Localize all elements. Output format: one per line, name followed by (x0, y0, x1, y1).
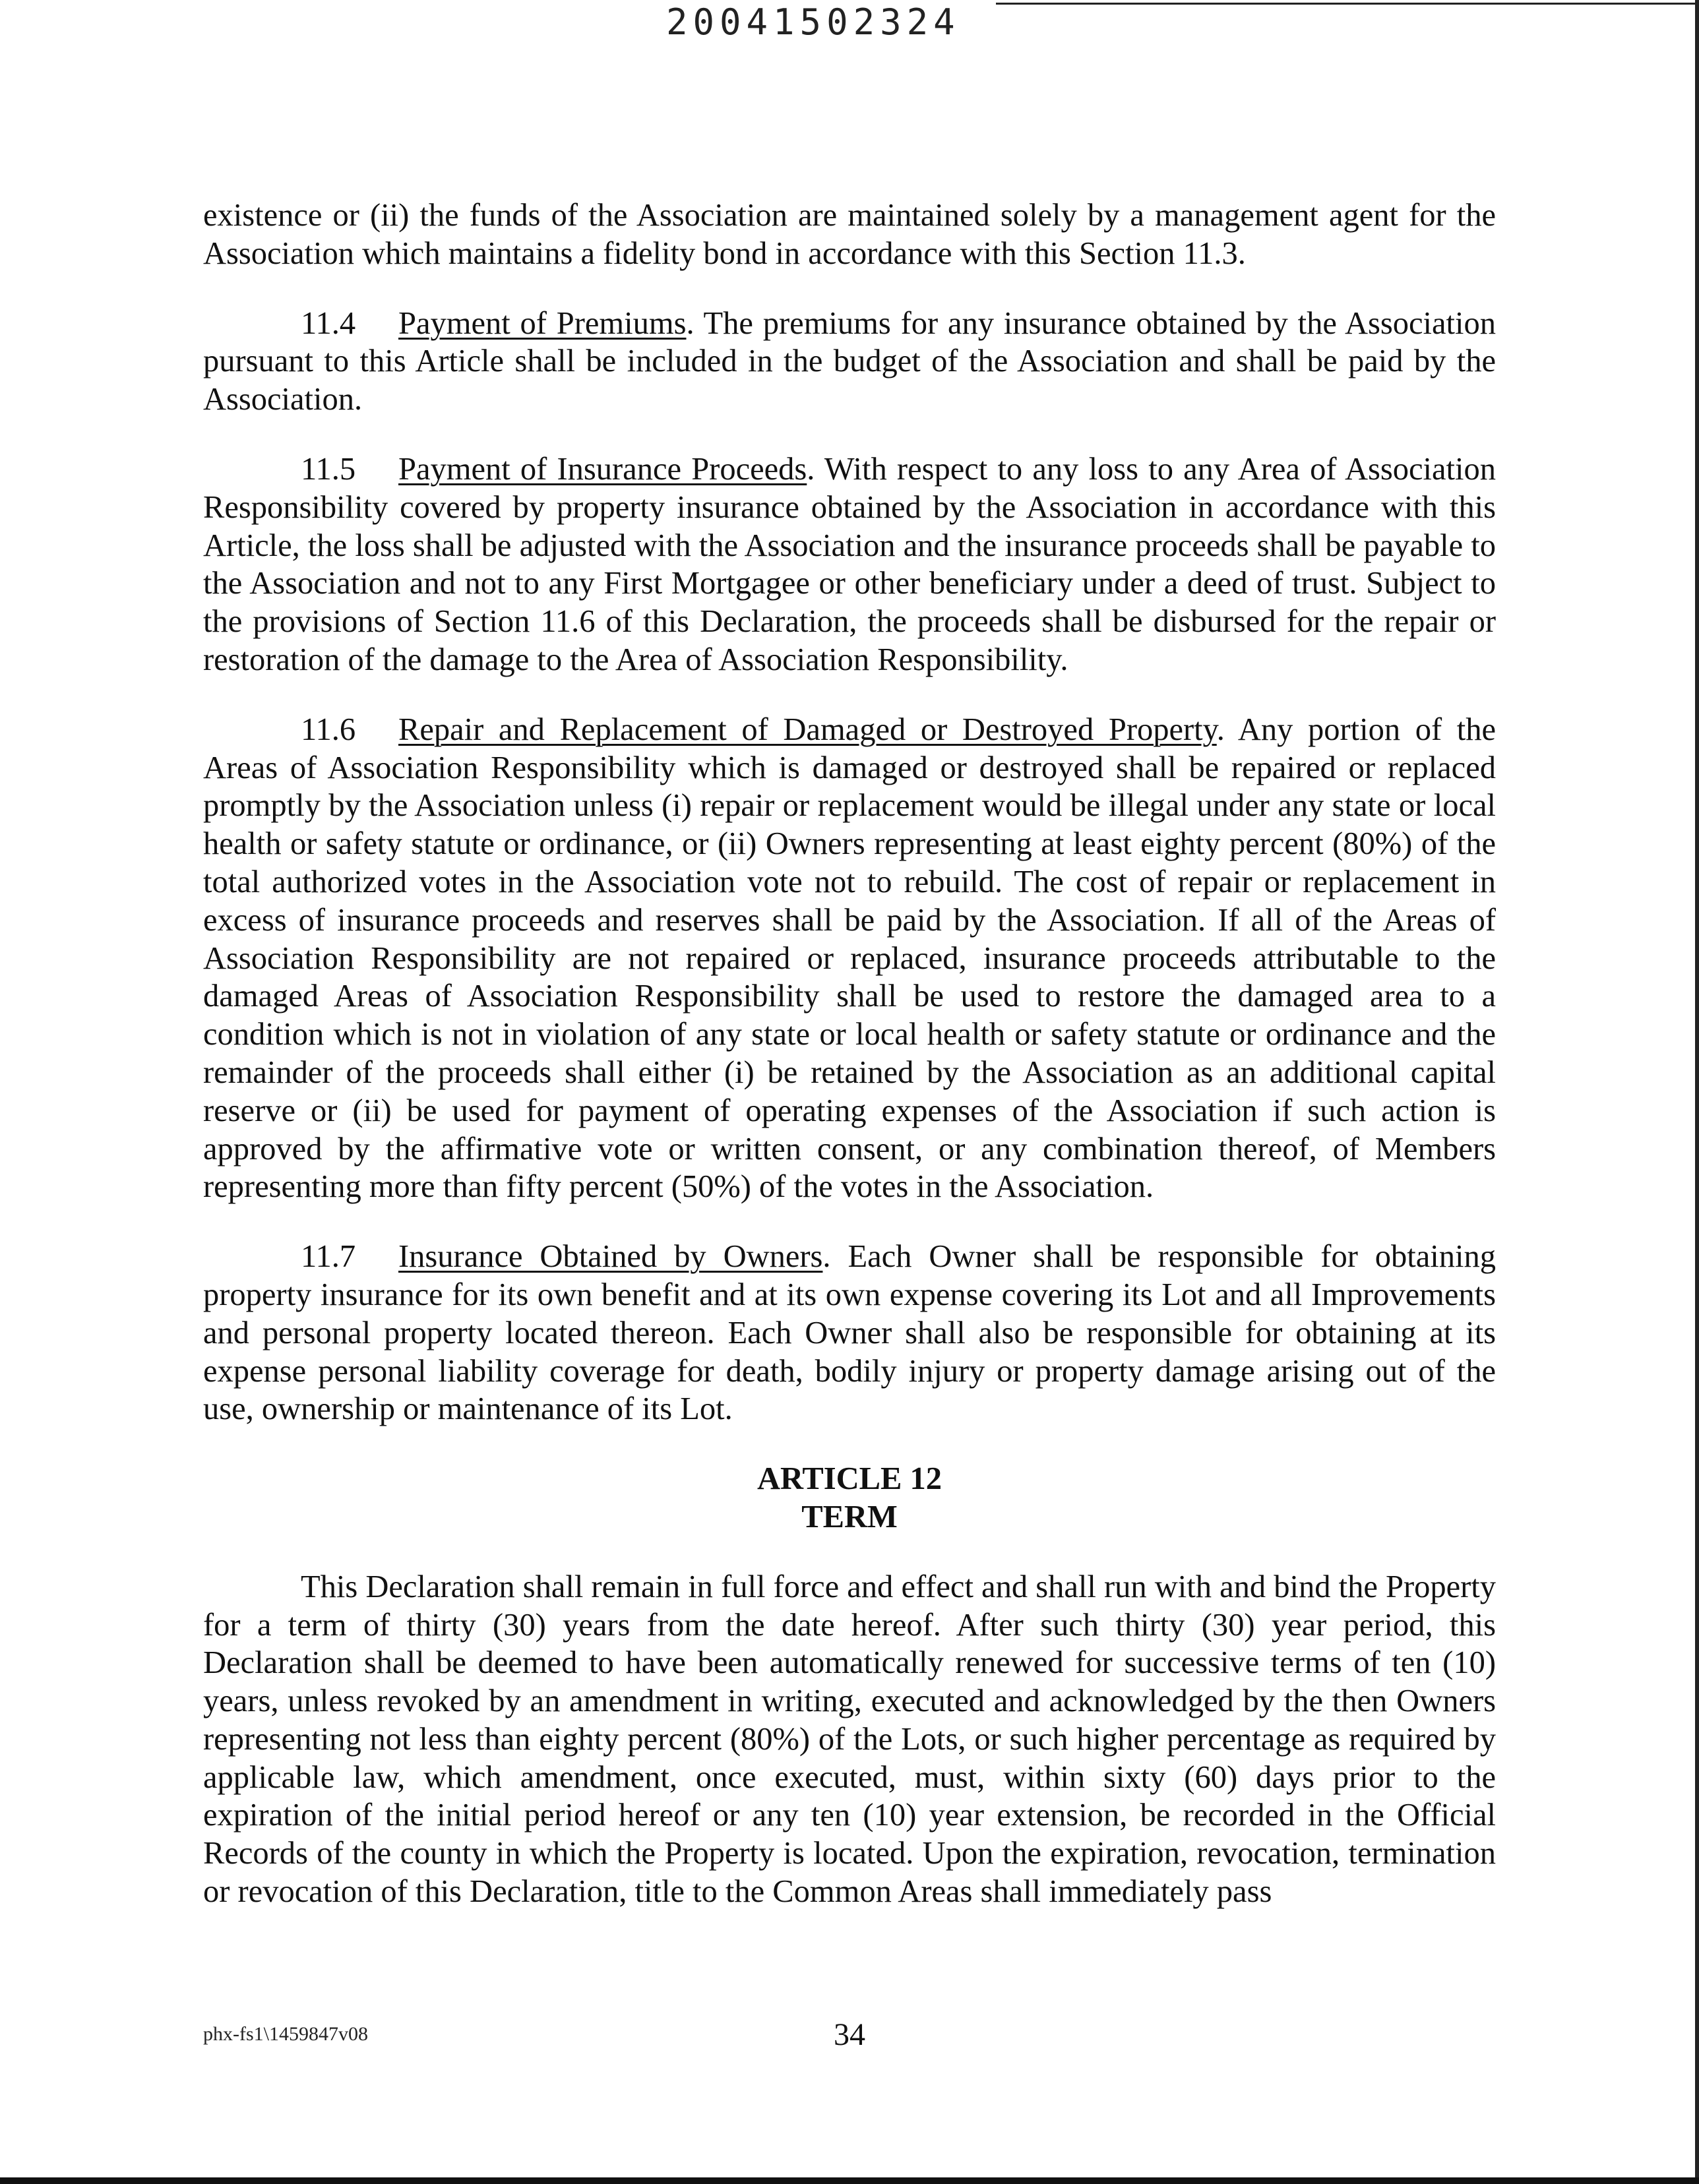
continuation-paragraph: existence or (ii) the funds of the Association are maintained solely by a management agent for the Association which maintains a fidelity bond in accordance with this Section 11.3. (203, 198, 1496, 271)
bottom-rule (0, 2177, 1699, 2184)
section-11-4 (203, 305, 1496, 419)
section-number: 11.4 (301, 305, 356, 341)
section-title: Insurance Obtained by Owners (398, 1239, 823, 1275)
section-number: 11.5 (301, 451, 356, 487)
section-title: Payment of Insurance Proceeds (398, 451, 807, 487)
recording-number: 20041502324 (666, 1, 960, 43)
section-11-5 (203, 450, 1496, 679)
footer-document-id: phx-fs1\1459847v08 (203, 2023, 368, 2045)
section-11-7 (203, 1238, 1496, 1428)
document-body (203, 197, 1496, 1943)
article-title: TERM (801, 1499, 898, 1534)
top-rule (996, 3, 1699, 5)
section-text: . Each Owner shall be responsible for obtaining property insurance for its own benefit and at its own expense covering its Lot and all Improvements and personal property located thereon. Each Owner shall also be responsible for obtaining at its expense personal liability coverage for death, bodily injury or property damage arising out of the use, ownership or maintenance of its Lot. (203, 1239, 1496, 1427)
article-heading (203, 1460, 1496, 1536)
section-text: . The premiums for any insurance obtained by the Association pursuant to this Article shall be included in the budget of the Association and shall be paid by the Association. (203, 305, 1497, 417)
section-title: Repair and Replacement of Damaged or Destroyed Property (398, 712, 1217, 747)
section-number: 11.6 (301, 712, 356, 747)
section-number: 11.7 (301, 1239, 356, 1275)
section-11-6 (203, 711, 1496, 1206)
section-title: Payment of Premiums (398, 305, 687, 341)
right-edge-line (1695, 0, 1699, 2184)
section-text: . Any portion of the Areas of Association Responsibility which is damaged or destroyed shall be repaired or replaced promptly by the Association unless (i) repair or replacement would be illegal under any state or local health or safety statute or ordinance, or (ii) Owners representing at least eighty percent (80%) of the total authorized votes in the Association vote not to rebuild. The cost of repair or replacement in excess of insurance proceeds and reserves shall be paid by the Association. If all of the Areas of Association Responsibility are not repaired or replaced, insurance proceeds attributable to the damaged Areas of Association Responsibility shall be used to restore the damaged area to a condition which is not in violation of any state or local health or safety statute or ordinance and the remainder of the proceeds shall either (i) be retained by the Association as an additional capital reserve or (ii) be used for payment of operating expenses of the Association if such action is approved by the affirmative vote or written consent, or any combination thereof, of Members representing more than fifty percent (50%) of the votes in the Association. (203, 712, 1496, 1205)
article-12-paragraph: This Declaration shall remain in full force and effect and shall run with and bind the Property for a term of thirty (30) years from the date hereof. After such thirty (30) year period, this Declaration shall be deemed to have been automatically renewed for successive terms of ten (10) years, unless revoked by an amendment in writing, executed and acknowledged by the then Owners representing not less than eighty percent (80%) of the Lots, or such higher percentage as required by applicable law, which amendment, once executed, must, within sixty (60) days prior to the expiration of the initial period hereof or any ten (10) year extension, be recorded in the Official Records of the county in which the Property is located. Upon the expiration, revocation, termination or revocation of this Declaration, title to the Common Areas shall immediately pass (203, 1569, 1496, 1910)
section-text: . With respect to any loss to any Area of Association Responsibility covered by property insurance obtained by the Association in accordance with this Article, the loss shall be adjusted with the Association and the insurance proceeds shall be payable to the Association and not to any First Mortgagee or other beneficiary under a deed of trust. Subject to the provisions of Section 11.6 of this Declaration, the proceeds shall be disbursed for the repair or restoration of the damage to the Area of Association Responsibility. (203, 451, 1497, 677)
page-number: 34 (834, 2017, 865, 2052)
article-number: ARTICLE 12 (757, 1461, 942, 1497)
